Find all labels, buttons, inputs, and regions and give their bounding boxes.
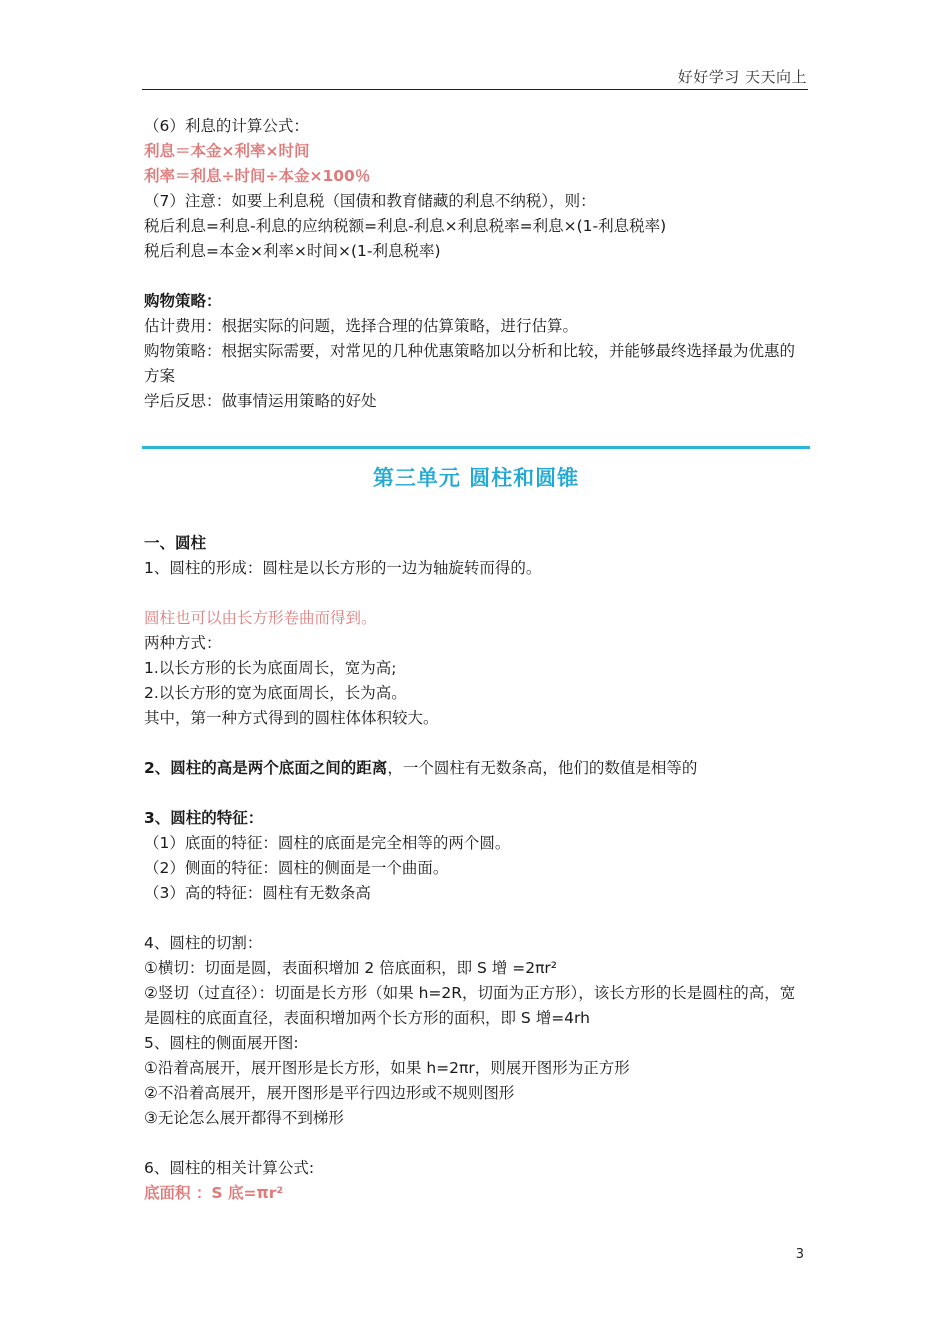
- unfold-1: ①沿着高展开，展开图形是长方形，如果 h=2πr，则展开图形为正方形: [144, 1059, 630, 1077]
- way-2: 2.以长方形的宽为底面周长，长为高。: [144, 684, 407, 702]
- header-title: 好好学习 天天向上: [677, 68, 807, 86]
- interest-tax-line-2: 税后利息=本金×利率×时间×(1-利息税率): [144, 242, 441, 260]
- shopping-reflection: 学后反思：做事情运用策略的好处: [144, 392, 377, 410]
- shopping-heading: 购物策略：: [144, 292, 222, 310]
- height-bold-definition: 圆柱的高是两个底面之间的距离: [170, 759, 388, 777]
- spacer: [144, 781, 808, 806]
- header-divider: [142, 89, 808, 90]
- shopping-estimate: 估计费用：根据实际的问题，选择合理的估算策略，进行估算。: [144, 317, 579, 335]
- spacer: [144, 264, 808, 289]
- interest-formula-heading: （6）利息的计算公式：: [144, 117, 309, 135]
- way-compare: 其中，第一种方式得到的圆柱体体积较大。: [144, 709, 439, 727]
- spacer: [144, 1131, 808, 1156]
- interest-formula-2: 利率＝利息÷时间÷本金×100％: [144, 167, 371, 185]
- cylinder-rolled-note: 圆柱也可以由长方形卷曲而得到。: [144, 609, 377, 627]
- section-divider: [142, 446, 810, 449]
- cut-heading: 4、圆柱的切割：: [144, 934, 263, 952]
- feature-1: （1）底面的特征：圆柱的底面是完全相等的两个圆。: [144, 834, 511, 852]
- cylinder-heading: 一、圆柱: [144, 534, 207, 552]
- spacer: [144, 906, 808, 931]
- spacer: [144, 731, 808, 756]
- base-area-formula: 底面积 ：S 底=πr²: [144, 1184, 284, 1202]
- shopping-strategy: 购物策略：根据实际需要，对常见的几种优惠策略加以分析和比较，并能够最终选择最为优惠的方案: [144, 342, 796, 385]
- unit-title: 第三单元 圆柱和圆锥: [372, 466, 580, 490]
- height-prefix: 2、: [144, 759, 171, 777]
- unfold-heading: 5、圆柱的侧面展开图:: [144, 1034, 299, 1052]
- unfold-3: ③无论怎么展开都得不到梯形: [144, 1109, 344, 1127]
- cut-1: ①横切：切面是圆，表面积增加 2 倍底面积，即 S 增 =2πr²: [144, 959, 557, 977]
- features-heading: 3、圆柱的特征：: [144, 809, 264, 827]
- way-1: 1.以长方形的长为底面周长，宽为高;: [144, 659, 397, 677]
- page-number: 3: [795, 1247, 804, 1262]
- two-ways-heading: 两种方式：: [144, 634, 222, 652]
- interest-tax-line-1: 税后利息=利息-利息的应纳税额=利息-利息×利息税率=利息×(1-利息税率): [144, 217, 667, 235]
- interest-tax-note: （7）注意：如要上利息税（国债和教育储藏的利息不纳税），则：: [144, 192, 596, 210]
- interest-formula-1: 利息＝本金×利率×时间: [144, 142, 310, 160]
- height-rest: ，一个圆柱有无数条高，他们的数值是相等的: [387, 759, 698, 777]
- unfold-2: ②不沿着高展开，展开图形是平行四边形或不规则图形: [144, 1084, 515, 1102]
- feature-2: （2）侧面的特征：圆柱的侧面是一个曲面。: [144, 859, 449, 877]
- cylinder-formation: 1、圆柱的形成：圆柱是以长方形的一边为轴旋转而得的。: [144, 559, 542, 577]
- feature-3: （3）高的特征：圆柱有无数条高: [144, 884, 371, 902]
- spacer: [144, 581, 808, 606]
- cylinder-height: [144, 756, 808, 781]
- cut-2: ②竖切（过直径）：切面是长方形（如果 h=2R，切面为正方形），该长方形的长是圆柱的高，宽是圆柱的底面直径，表面积增加两个长方形的面积，即 S 增=4rh: [144, 984, 796, 1027]
- formulas-heading: 6、圆柱的相关计算公式:: [144, 1159, 315, 1177]
- page-content: [144, 114, 808, 1206]
